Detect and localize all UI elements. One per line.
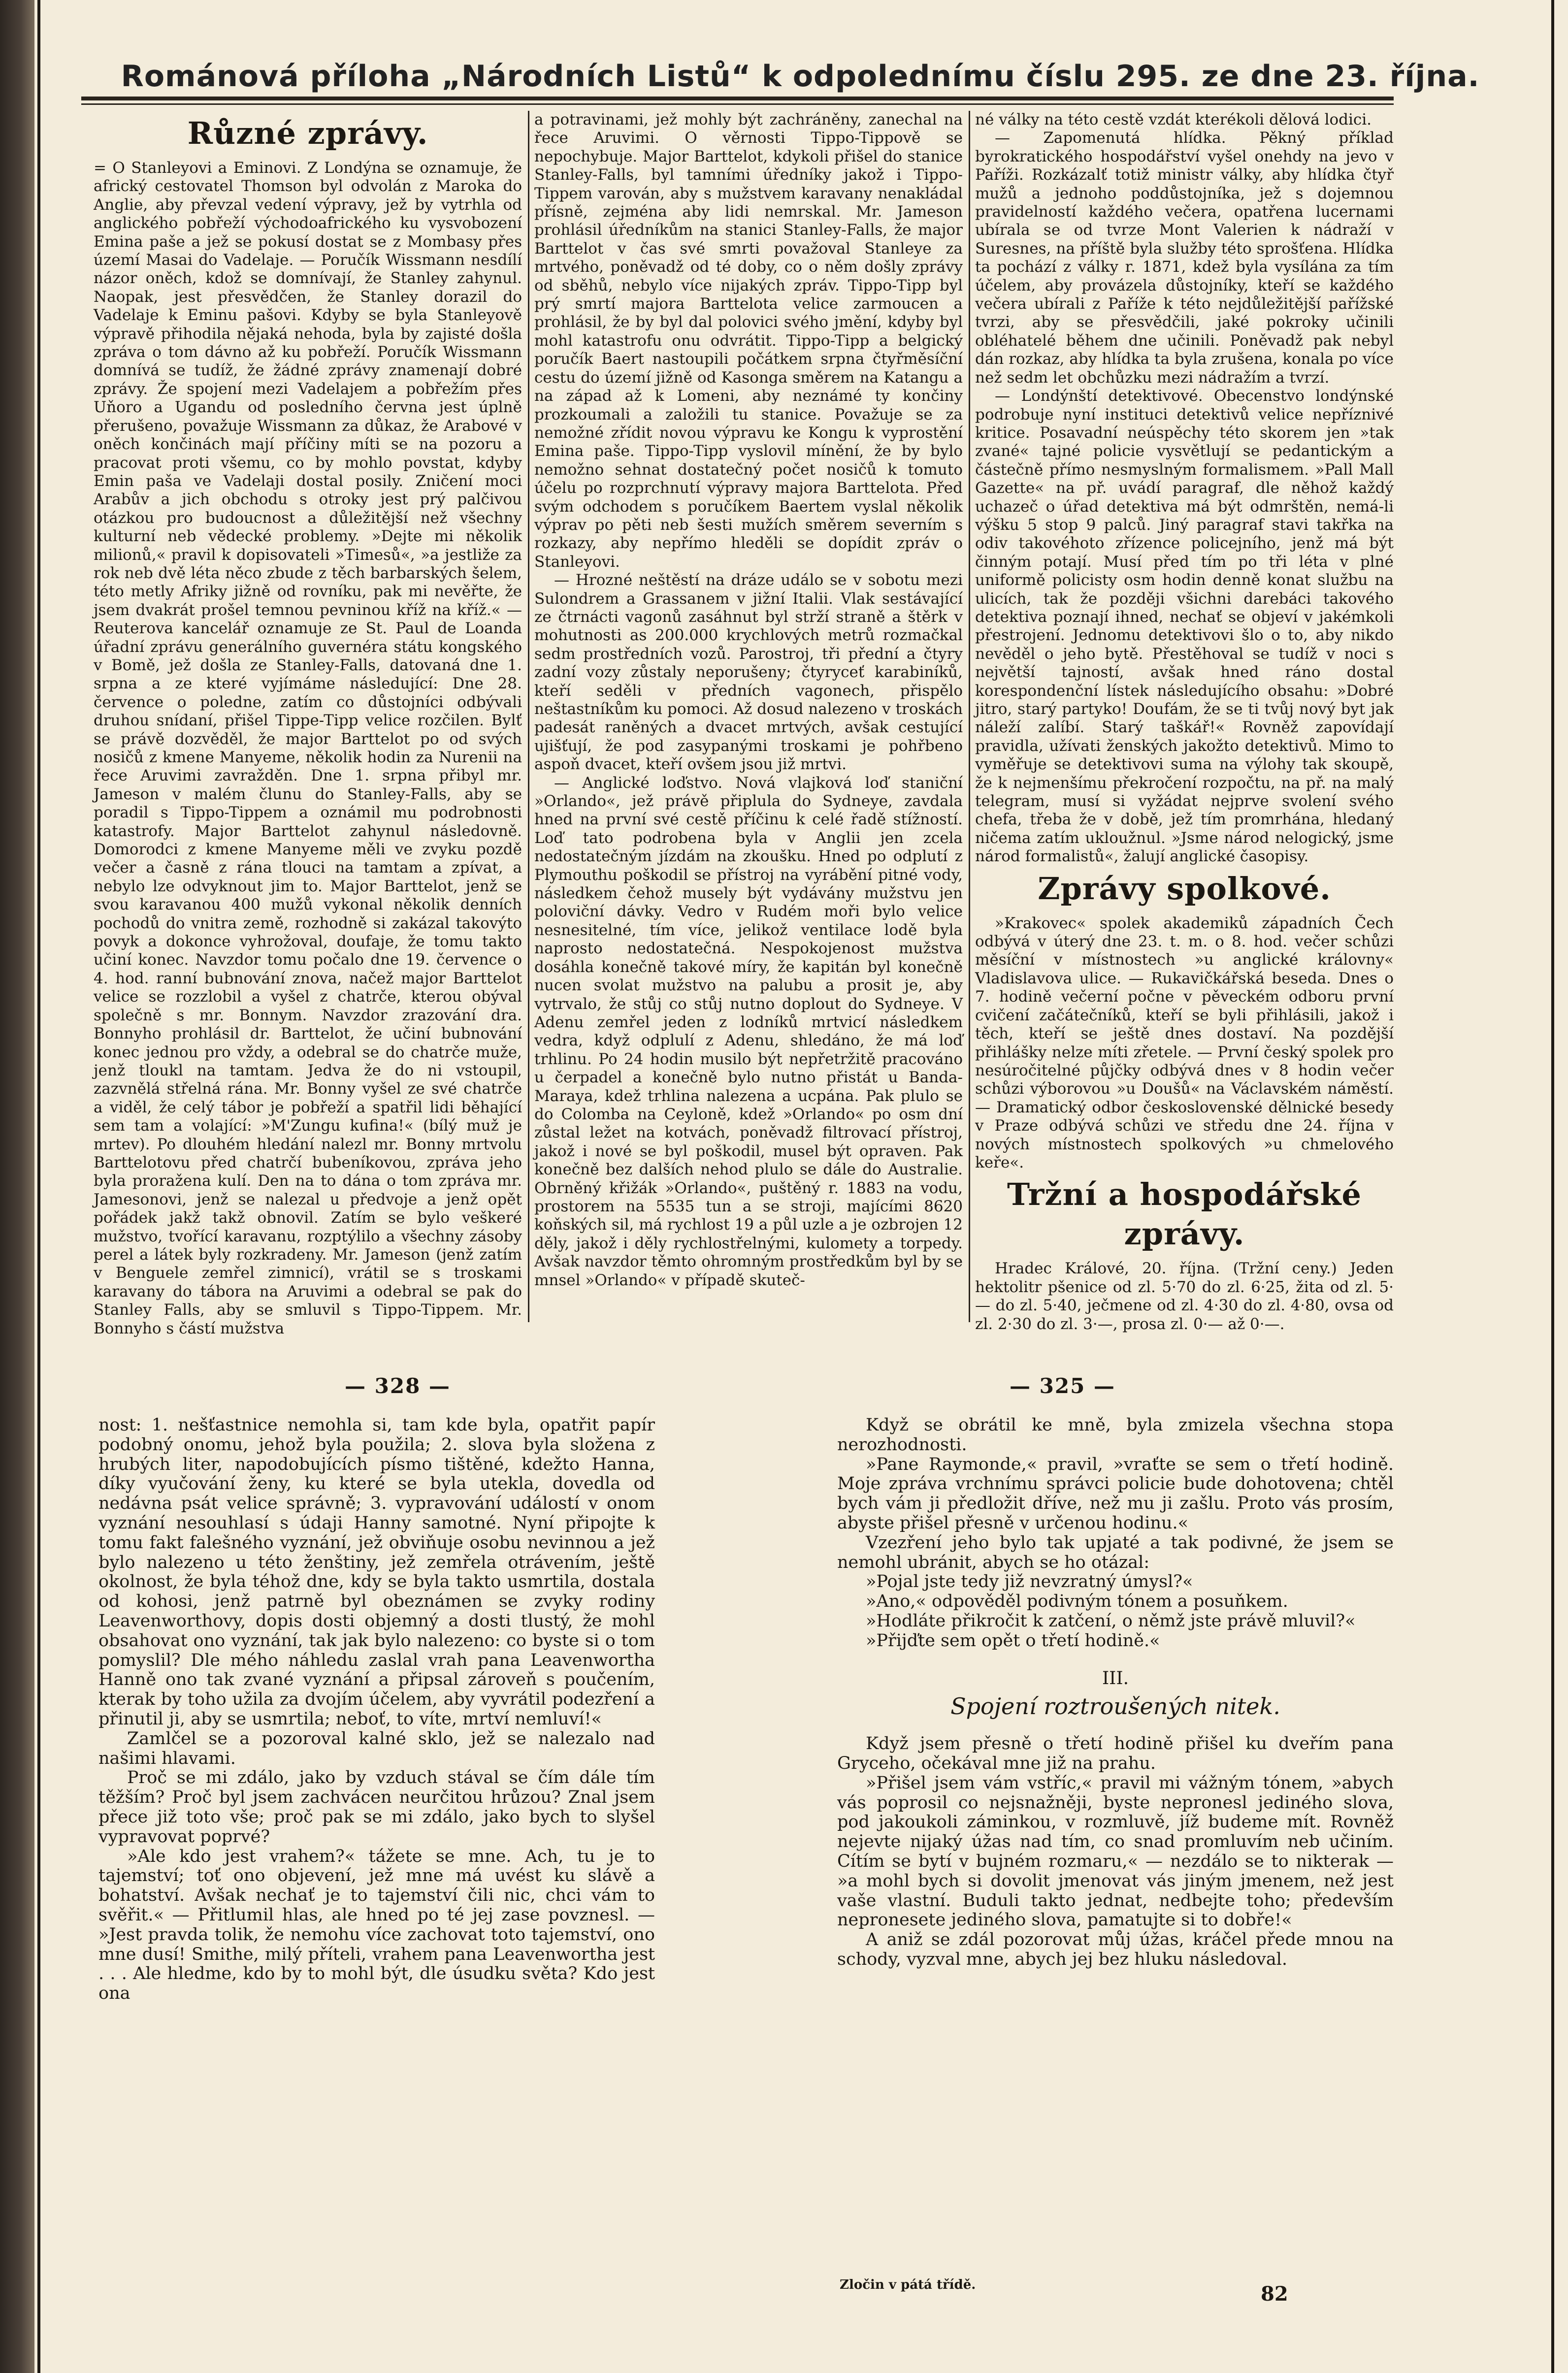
upper-column-1 [94, 111, 522, 1338]
section-heading-spolkove: Zprávy spolkové. [1038, 870, 1331, 907]
book-binding-edge [0, 0, 34, 2373]
footer-novel-title: Zločin v pátá třídě. [840, 2277, 976, 2292]
novel-paragraph: »Pojal jste tedy již nevzratný úmysl?« [866, 1572, 1193, 1592]
chapter-number: III. [1102, 1668, 1129, 1689]
novel-left-column [98, 1416, 655, 2004]
novel-right-column [837, 1416, 1394, 1970]
novel-paragraph: »Ano,« odpověděl podivným tónem a posuňkem. [866, 1592, 1288, 1612]
novel-paragraph: »Ale kdo jest vrahem?« tážete se mne. Ach, tu je to tajemství; toť ono objevení, jež mne má uvést ku slávě a bohatství. Avšak nechať je to tajemství čili nic, chci vám to svěřit.« — Přitlumil hlas, ale hned po té jej zase povznesl. — »Jest pravda tolik, že nemohu více zachovat toto tajemství, ono mne dusí! Smithe, milý příteli, vrahem pana Leavenwortha jest . . . Ale hledme, kdo by to mohl být, dle úsudku světa? Kdo jest ona [98, 1846, 655, 2004]
chapter-title: Spojení roztroušených nitek. [950, 1693, 1280, 1720]
novel-paragraph: Zamlčel se a pozoroval kalné sklo, jež se nalezalo nad našimi hlavami. [98, 1728, 655, 1768]
novel-paragraph: »Hodláte přikročit k zatčení, o němž jste právě mluvil?« [866, 1611, 1356, 1631]
novel-paragraph: A aniž se zdál pozorovat můj úžas, kráčel přede mnou na schody, vyzval mne, abych jej bez hluku následoval. [837, 1930, 1394, 1969]
upper-column-2 [534, 111, 963, 1290]
page-number-right: — 325 — [1010, 1374, 1115, 1398]
header-rule [81, 97, 1394, 100]
column-divider [969, 111, 970, 1322]
page-edge-rule [37, 0, 40, 2373]
masthead-title: Románová příloha „Národních Listů“ k odpolednímu číslu 295. ze dne 23. října. [121, 59, 1480, 94]
novel-paragraph: »Přijďte sem opět o třetí hodině.« [866, 1630, 1160, 1651]
article-anglicke-lodstvo: — Anglické loďstvo. Nová vlajková loď staniční »Orlando«, jež právě připlula do Sydneye, zavdala hned na první své cestě příčinu k celé řadě stížností. Loď tato podrobena byla v Anglii jen zcela nedostatečným jízdám na zkoušku. Hned po odplutí z Plymouthu poškodil se přístroj na vyrábění pitné vody, následkem čehož musely být vydávány mužstvu jen poloviční dávky. Vedro v Rudém moři bylo velice nesnesitelné, tím více, jelikož ventilace lodě byla naprosto nedostatečná. Nespokojenost mužstva dosáhla konečně takové míry, že kapitán byl konečně nucen svolat mužstvo na palubu a prosit je, aby vytrvalo, že stůj co stůj nutno doplout do Sydneye. V Adenu zemřel jeden z lodníků mrtvicí následkem vedra, když odplulí z Adenu, shledáno, že má loď trhlinu. Po 24 hodin musilo být nepřetržitě pracováno u čerpadel a konečně bylo nutno přistát u Banda-Maraya, kdež trhlina nalezena a ucpána. Pak plulo se do Colomba na Ceyloně, kdež »Orlando« po osm dní zůstal ležet na kotvách, poněvadž filtrovací přístroj, jakož i nové se byl poškodil, musel být opraven. Pak konečně bez dalších nehod plulo se dále do Australie. Obrněný křižák »Orlando«, puštěný r. 1883 na vodu, prostorem na 5535 tun a se stroji, majícími 8620 koňských sil, má rychlost 19 a půl uzle a je ozbrojen 12 děly, jakož i děly rychlostřelnými, kulomety a torpedy. Avšak navzdor těmto ohromným prostředkům byl by se mnsel »Orlando« v případě skuteč- [534, 774, 963, 1289]
article-trzni-ceny: Hradec Králové, 20. října. (Tržní ceny.) Jeden hektolitr pšenice od zl. 5·70 do zl. 6·25, žita od zl. 5·— do zl. 5·40, ječmene od zl. 4·30 do zl. 4·80, ovsa od zl. 2·30 do zl. 3·—, prosa zl. 0·— až 0·—. [975, 1260, 1394, 1333]
column-divider [528, 111, 529, 1322]
article-stanley-continued: a potravinami, jež mohly být zachráněny, zanechal na řece Aruvimi. O věrnosti Tippo-Tippově se nepochybuje. Major Barttelot, kdykoli přišel do stanice Stanley-Falls, byl tamními úředníky jakož i Tippo-Tippem varován, aby s mužstvem karavany nenakládal přísně, zejména aby lidi nemrskal. Mr. Jameson prohlásil úředníkům na stanici Stanley-Falls, že major Barttelot v čas své smrti považoval Stanleye za mrtvého, poněvadž od té doby, co o něm došly zprávy od sběhů, nebylo více nijakých zpráv. Tippo-Tipp byl prý smrtí majora Barttelota velice zarmoucen a prohlásil, že by byl dal polovici svého jmění, kdyby byl mohl katastrofu onu odvrátit. Tippo-Tipp a belgický poručík Baert nastoupili počátkem srpna čtyřměsíční cestu do území jižně od Kasonga směrem na Katangu a na západ až k Lomeni, aby neznámé ty končiny prozkoumali a založili tu stanice. Považuje se za nemožné zřídit novou výpravu ke Kongu k vyprostění Emina paše. Tippo-Tipp vyslovil mínění, že by bylo nemožno sehnat dostatečný počet nosičů k tomuto účelu po rozprchnutí výpravy majora Barttelota. Před svým odchodem s poručíkem Baertem vyslal několik výprav po pěti neb šesti mužích směrem severním s rozkazy, aby nepřímo hleděli se dopídit zpráv o Stanleyovi. [534, 111, 963, 571]
upper-column-3 [975, 111, 1394, 1333]
article-stanley-emin: = O Stanleyovi a Eminovi. Z Londýna se oznamuje, že africký cestovatel Thomson byl odvolán z Maroka do Anglie, aby převzal vedení výpravy, jež by vytrhla od anglického pobřeží východoafrického ku vysvobození Emina paše a jež se pokusí dostat se z Mombasy přes území Masai do Vadelaje. — Poručík Wissmann nesdílí názor oněch, kdož se domnívají, že Stanley zahynul. Naopak, jest přesvědčen, že Stanley dorazil do Vadelaje k Eminu pašovi. Kdyby se byla Stanleyově výpravě přihodila nějaká nehoda, byla by zajisté došla zpráva o tom dávno až ku pobřeží. Poručík Wissmann domnívá se tudíž, že žádné zprávy znamenají dobré zprávy. Že spojení mezi Vadelajem a pobřežím přes Uňoro a Ugandu od posledního června jest úplně přerušeno, považuje Wissmann za důkaz, že Arabové v oněch končinách mají příčiny míti se na pozoru a pracovat proti všemu, co by mohlo povstat, kdyby Emin paša ve Vadelaji dostal posily. Zničení moci Arabův a jich obchodu s otroky jest prý palčivou otázkou pro budoucnost a důležitější než všechny kulturní neb vědecké problemy. »Dejte mi několik milionů,« pravil k dopisovateli »Timesů«, »a jestliže za rok neb dvě léta něco zbude z těch barbarských šelem, této metly Afriky jižně od rovníku, pak mi nevěřte, že jsem dvakrát prošel temnou pevninou kříž na kříž.« — Reuterova kancelář oznamuje ze St. Paul de Loanda úřadní zprávu generálního guvernéra státu kongského v Bomě, jež došla ze Stanley-Falls, datovaná dne 1. srpna a ze které vyjímáme následující: Dne 28. července o poledne, zatím co důstojníci odbývali druhou snídaní, přišel Tippe-Tipp velice rozčilen. Bylť se právě dozvěděl, že major Barttelot po od svých nosičů z kmene Manyeme, několik hodin za Nurenii na řece Aruvimi zavražděn. Dne 1. srpna přibyl mr. Jameson v malém člunu do Stanley-Falls, aby se poradil s Tippo-Tippem a oznámil mu podrobnosti katastrofy. Major Barttelot zahynul následovně. Domorodci z kmene Manyeme měli ve zvyku pozdě večer a časně z rána tlouci na tamtam a zpívat, a nebylo lze odvyknout jim to. Major Barttelot, jenž se svou karavanou 400 mužů vykonal několik denních pochodů do vnitra země, rozhodně si zakázal takovýto povyk a dokonce vyhrožoval, doufaje, že tomu takto učiní konec. Navzdor tomu počalo dne 19. července o 4. hod. ranní bubnování znova, načež major Barttelot velice se rozzlobil a vyšel z chatrče, kterou obýval společně s mr. Bonnym. Navzdor zrazování dra. Bonnyho prohlásil dr. Barttelot, že učiní bubnování konec jednou pro vždy, a odebral se do chatrče muže, jenž tloukl na tamtam. Jedva že do ni vstoupil, zazvnělá střelná rána. Mr. Bonny vyšel ze své chatrče a viděl, že celý tábor je pobřeží a spatřil lidi běhající sem tam a volající: »M'Zungu kufina!« (bílý muž je mrtev). Po dlouhém hledání nalezl mr. Bonny mrtvolu Barttelotovu před chatrčí bubeníkovou, zpráva jeho byla proražena kulí. Den na to dána o tom zpráva mr. Jamesonovi, jenž se nalezal u předvoje a jenž opět pořádek jakž takž obnovil. Zatím se bylo veškeré mužstvo, tvořící karavanu, rozptýlilo a všechny zásoby perel a látek byly rozkradeny. Mr. Jameson (jenž zatím v Benguele zemřel zimnicí), vrátil se s troskami karavany do tábora na Aruvimi a odebral se pak do Stanley Falls, aby se smluvil s Tippo-Tippem. Mr. Bonnyho s částí mužstva [94, 159, 522, 1337]
page-number-left: — 328 — [345, 1374, 451, 1398]
article-spolky: »Krakovec« spolek akademiků západních Čech odbývá v úterý dne 23. t. m. o 8. hod. večer schůzi měsíční v místnostech »u anglické královny« Vladislavova ulice. — Rukavičkářská beseda. Dnes o 7. hodině večerní počne v pěveckém odboru první cvičení začátečníků, kteří se byli přihlásili, jakož i těch, kteří se ještě dnes dostaví. Na pozdější přihlášky nelze míti zřetele. — První český spolek pro nesúročitelné půjčky odbývá dnes v 8 hodin večer schůzi výborovou »u Doušů« na Václavském náměstí. — Dramatický odbor československé dělnické besedy v Praze odbývá schůzi ve středu dne 24. října v nových místnostech spolkových »u chmelového keře«. [975, 914, 1394, 1171]
novel-paragraph: nost: 1. nešťastnice nemohla si, tam kde byla, opatřit papír podobný onomu, jehož byla použila; 2. slova byla složena z hrubých liter, napodobujících písmo tištěné, kdežto Hanna, díky vyučování ženy, ku které se byla utekla, dovedla od nedávna psát velice správně; 3. vypravování událostí v onom vyznání nesouhlasí s údaji Hanny samotné. Nyní připojte k tomu fakt falešného vyznání, jež obviňuje osobu nevinnou a jež bylo nalezeno u této ženštiny, jež zemřela otrávením, ještě okolnost, že byla téhož dne, kdy se byla takto usmrtila, dostala od kohosi, jenž patrně byl obeznámen se zvyky rodiny Leavenworthovy, dopis dosti objemný a dosti tlustý, že mohl obsahovat ono vyznání, tak jak bylo nalezeno: co byste si o tom pomyslil? Dle mého náhledu zaslal vrah pana Leavenwortha Hanně ono tak zvané vyznání a připsal zároveň s poučením, kterak by toho užila za dvojím účelem, aby vyvrátil podezření a přinutil ji, aby se usmrtila; neboť, to víte, mrtví nemluví!« [98, 1415, 655, 1729]
novel-paragraph: Vzezření jeho bylo tak upjaté a tak podivné, že jsem se nemohl ubránit, abych se ho otázal: [837, 1532, 1394, 1572]
novel-paragraph: Když jsem přesně o třetí hodině přišel ku dveřím pana Gryceho, očekával mne již na prahu. [837, 1734, 1394, 1773]
article-lodstvo-end: né války na této cestě vzdát kterékoli dělová lodici. [975, 111, 1372, 129]
section-heading-rozne: Různé zprávy. [187, 115, 428, 151]
article-londynsti-detektivove: — Londýnští detektivové. Obecenstvo londýnské podrobuje nyní instituci detektivů velice nepříznivé kritice. Posavadní neúspěchy této skorem jen »tak zvané« tajné policie vysvětlují se pedantickým a částečně přímo nesmyslným formalismem. »Pall Mall Gazette« na př. uvádí paragraf, dle něhož každý uchazeč o úřad detektiva má být odmrštěn, nemá-li výšku 5 stop 9 palců. Jiný paragraf stavi takřka na odiv takovéhoto zřízence policejního, jenž má být činným potají. Musí před tím po tři léta v plné uniformě policisty osm hodin denně konat službu na ulicích, tak že později všichni darebáci takového detektiva poznají ihned, nechať se objeví v jakémkoli přestrojení. Jednomu detektivovi šlo o to, aby nikdo nevěděl o jeho bytě. Přestěhoval se tudíž v noci s největší tajností, avšak hned ráno dostal korespondenční lístek následujícího obsahu: »Dobré jitro, starý partyko! Doufám, že se ti tvůj nový byt jak náleží zalíbí. Starý taškář!« Rovněž zapovídají pravidla, užívati ženských jakožto detektivů. Mimo to vyměřuje se detektivovi suma na výlohy tak skoupě, že k nejmenšímu překročení rozpočtu, na př. na malý telegram, musí si vyžádat nejprve svolení svého chefa, třeba že v době, jež tím promrhána, hledaný ničema zatím ukloužnul. »Jsme národ nelogický, jsme národ formalistů«, žalují anglické časopisy. [975, 387, 1394, 866]
novel-paragraph: Když se obrátil ke mně, byla zmizela všechna stopa nerozhodnosti. [837, 1415, 1394, 1455]
novel-paragraph: »Přišel jsem vám vstříc,« pravil mi vážným tónem, »abych vás poprosil co nejsnažněji, byste nepronesl jediného slova, pod jakoukoli záminkou, v rozmluvě, jíž budeme mít. Rovněž nejevte nijaký úžas nad tím, co snad promluvím neb učiním. Cítím se bytí v bujném rozmaru,« — nezdálo se to nikterak — »a mohl bych si dovolit jmenovat vás jiným jmenem, než jest vaše vlastní. Buduli takto jednat, nedbejte toho; především nepronesete jediného slova, pamatujte si to dobře!« [837, 1773, 1394, 1930]
section-heading-trzni: Tržní a hospodářské zprávy. [1007, 1176, 1362, 1252]
footer-page-number: 82 [1261, 2282, 1288, 2306]
page-edge-rule-right [1551, 0, 1554, 2373]
novel-paragraph: Proč se mi zdálo, jako by vzduch stával se čím dále tím těžším? Proč byl jsem zachvácen neurčitou hrůzou? Znal jsem přece již toto vše; proč pak se mi zdálo, jako bych to slyšel vypravovat poprvé? [98, 1768, 655, 1847]
article-zapomenuta-hlidka: — Zapomenutá hlídka. Pěkný příklad byrokratického hospodářství vyšel onehdy na jevo v Paříži. Rozkázalť totiž ministr války, aby hlídka čtyř mužů a jednoho poddůstojníka, jež s dojemnou pravidelností každého večera, opatřena lucernami ubírala se od tvrze Mont Valerien k nádraží v Suresnes, na příště byla služby této sprošťena. Hlídka ta pochází z války r. 1871, kdež byla vysílána za tím účelem, aby provázela důstojníky, kteří se každého večera ubírali z Paříže k této nejdůležitější pařížské tvrzi, aby se přesvědčili, jaké pokroky učinili obléhatelé během dne učinili. Poněvadž pak nebyl dán rozkaz, aby hlídka ta byla zrušena, konala po více než sedm let obchůzku mezi nádražím a tvrzí. [975, 129, 1394, 387]
header-rule-thin [81, 103, 1394, 105]
article-hrozne-nestesti: — Hrozné neštěstí na dráze událo se v sobotu mezi Sulondrem a Grassanem v jižní Italii. Vlak sestávající ze čtrnácti vagonů zasáhnut byl strží straně a štěrk v mohutnosti as 200.000 krychlových metrů rozmačkal sedm prostředních vozů. Parostroj, tři přední a čtyry zadní vozy zůstaly neporušeny; čtyryceť karabiníků, kteří seděli v předních vagonech, přispělo neštastníkům ku pomoci. Až dosud nalezeno v troskách padesát raněných a dvacet mrtvých, avšak cestující ujišťují, že pod zasypanými troskami je pohřbeno aspoň dvacet, kteří ovšem jsou již mrtvi. [534, 571, 963, 774]
novel-paragraph: »Pane Raymonde,« pravil, »vraťte se sem o třetí hodině. Moje zpráva vrchnímu správci policie bude dohotovena; chtěl bych vám ji předložit dříve, než mu ji zašlu. Proto vás prosím, abyste přišel přesně v určenou hodinu.« [837, 1454, 1394, 1533]
